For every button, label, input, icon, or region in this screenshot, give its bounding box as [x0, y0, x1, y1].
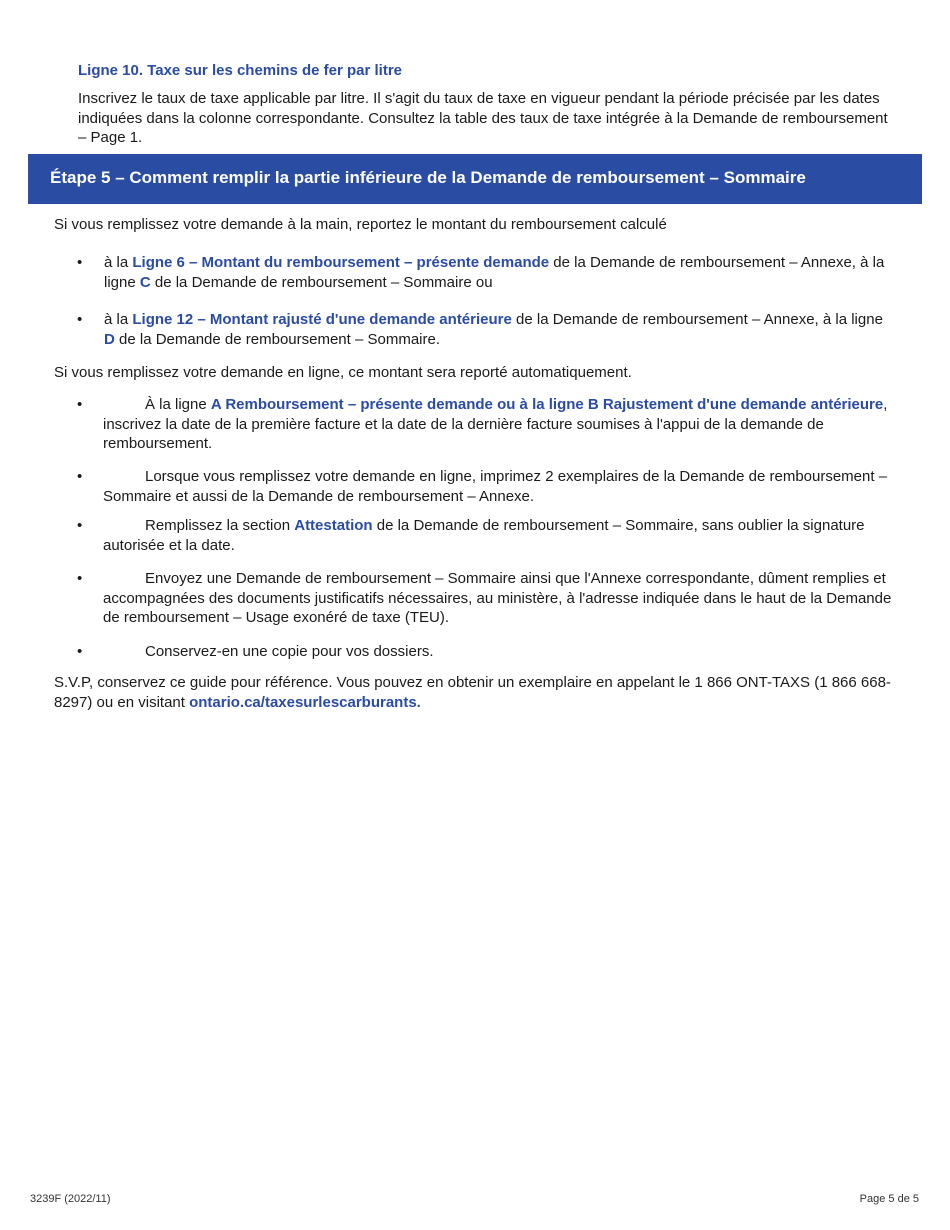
list-item-text: Lorsque vous remplissez votre demande en ligne, imprimez 2 exemplaires de la Demande de remboursement – Sommaire et aussi de la Demande de remboursement – Annexe. [103, 468, 888, 505]
closing-paragraph: S.V.P, conservez ce guide pour référence. Vous pouvez en obtenir un exemplaire en appelant le 1 866 ONT-TAXS (1 866 668-8297) ou en visitant ontario.ca/taxesurlescarburants. [54, 674, 891, 711]
ligne6-ref: Ligne 6 – Montant du remboursement – présente demande [132, 254, 550, 271]
ligne-c-ref: C [139, 273, 151, 291]
list-item-text: à la Ligne 6 – Montant du remboursement – présente demande de la Demande de remboursement – Annexe, à la ligne C de la Demande de remboursement – Sommaire ou [104, 254, 885, 291]
ligne12-ref: Ligne 12 – Montant rajusté d'une demande antérieure [132, 311, 512, 328]
bullet-icon: • [77, 396, 83, 413]
list-item-text: À la ligne A Remboursement – présente demande ou à la ligne B Rajustement d'une demande antérieure, inscrivez la date de la première facture et la date de la dernière facture soumises à l'appui de la demande de remboursement. [103, 396, 888, 452]
bullet-icon: • [77, 643, 83, 660]
bullet-icon: • [77, 468, 83, 485]
bullet-icon: • [77, 254, 83, 271]
intro-online: Si vous remplissez votre demande en ligne, ce montant sera reporté automatiquement. [54, 364, 632, 381]
ligne10-text: Inscrivez le taux de taxe applicable par litre. Il s'agit du taux de taxe en vigueur pendant la période précisée par les dates indiquées dans la colonne correspondante. Consultez la table des taux de taxe intégrée à la Demande de remboursement – Page 1. [78, 90, 888, 146]
bullet-icon: • [77, 311, 83, 328]
bullet-icon: • [77, 517, 83, 534]
bullet-icon: • [77, 570, 83, 587]
step5-heading: Étape 5 – Comment remplir la partie inférieure de la Demande de remboursement – Sommaire [28, 154, 922, 204]
ontario-link[interactable]: ontario.ca/taxesurlescarburants. [189, 693, 421, 711]
list-item-text: Envoyez une Demande de remboursement – Sommaire ainsi que l'Annexe correspondante, dûment remplies et accompagnées des documents justificatifs nécessaires, au ministère, à l'adresse indiquée dans le haut de la Demande de remboursement – Usage exonéré de taxe (TEU). [103, 570, 892, 626]
list-item-text: Conservez-en une copie pour vos dossiers. [145, 643, 434, 660]
form-number: 3239F (2022/11) [30, 1193, 111, 1205]
list-item-text: à la Ligne 12 – Montant rajusté d'une demande antérieure de la Demande de remboursement – Annexe, à la ligne D de la Demande de remboursement – Sommaire. [104, 311, 883, 348]
ligne10-heading: Ligne 10. Taxe sur les chemins de fer par litre [78, 62, 403, 79]
ligne-d-ref: D [104, 330, 115, 348]
page-number: Page 5 de 5 [859, 1193, 919, 1205]
attestation-ref: Attestation [294, 517, 373, 534]
list-item-text: Remplissez la section Attestation de la Demande de remboursement – Sommaire, sans oublier la signature autorisée et la date. [103, 517, 865, 554]
ligne-a-b-ref: A Remboursement – présente demande ou à la ligne B Rajustement d'une demande antérieure [210, 396, 884, 413]
intro-paper: Si vous remplissez votre demande à la main, reportez le montant du remboursement calculé [54, 216, 667, 233]
